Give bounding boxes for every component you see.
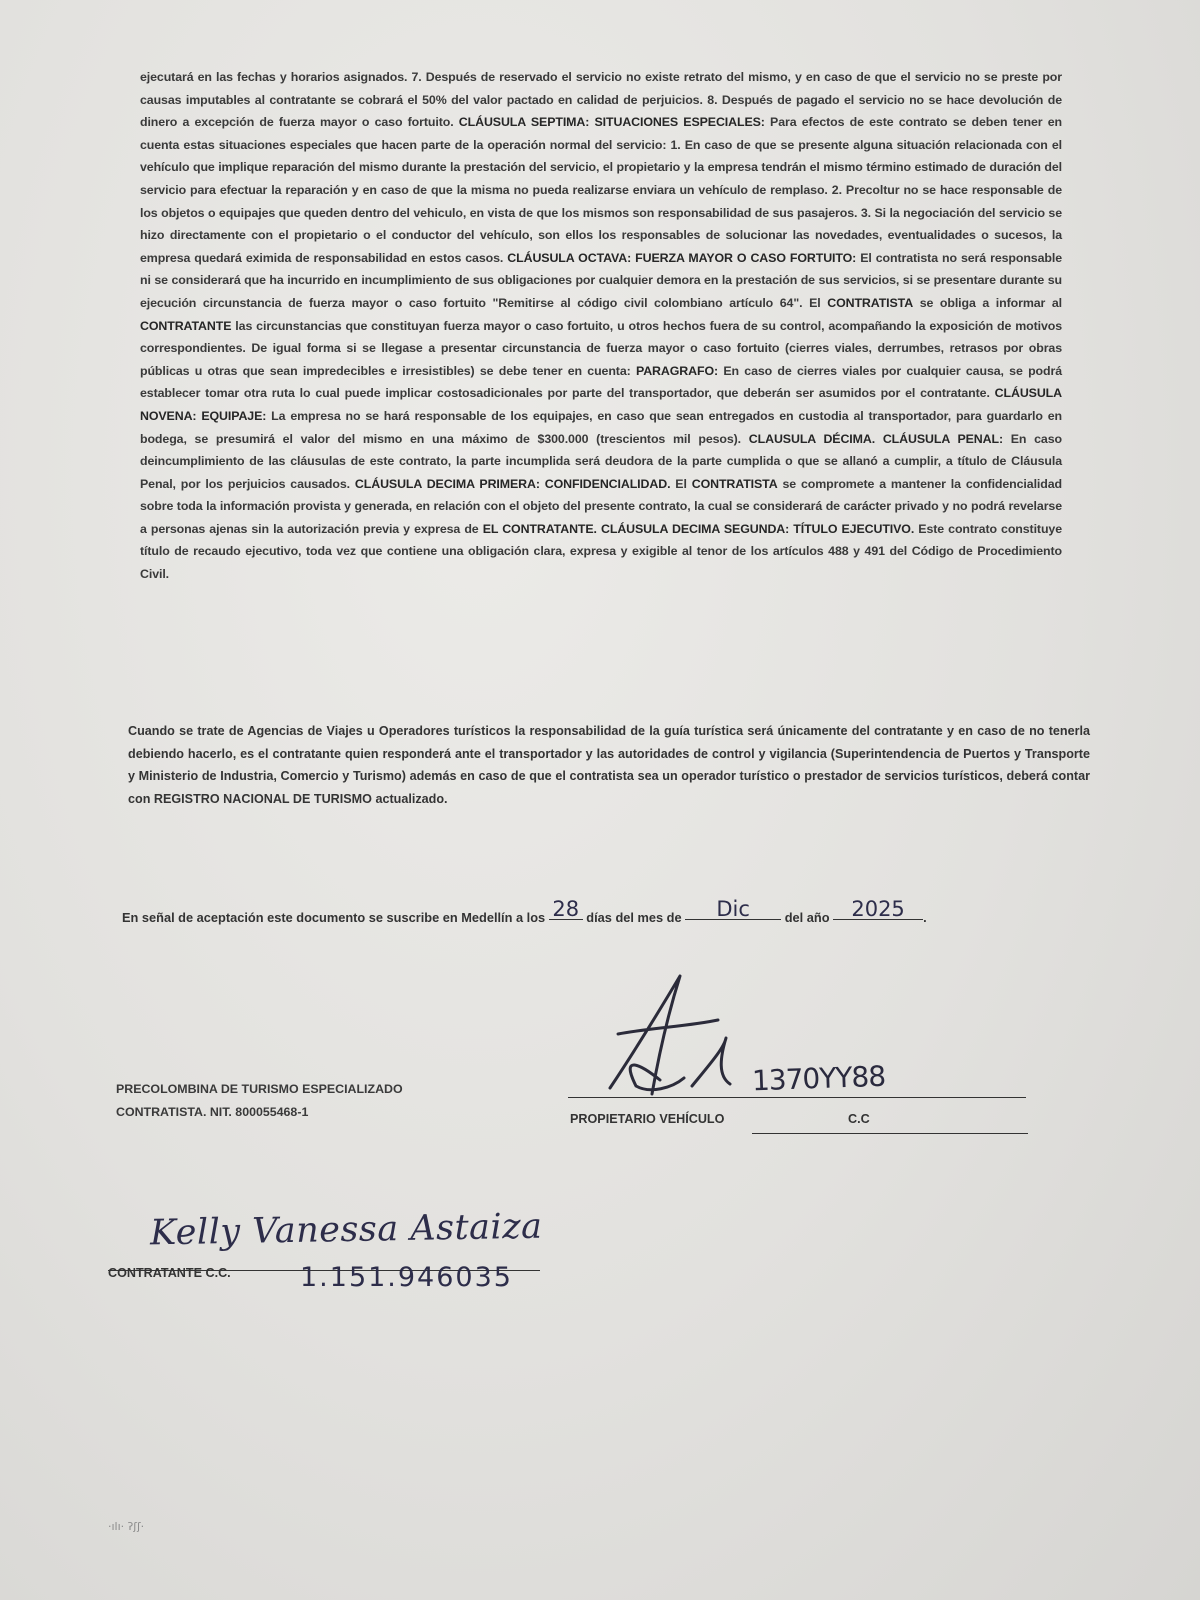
acceptance-end: . — [923, 910, 927, 925]
day-blank — [549, 897, 583, 921]
tourism-paragraph: Cuando se trate de Agencias de Viajes u Operadores turísticos la responsabilidad de la guía turística será únicamente del contratante y en caso de no tenerla debiendo hacerlo, es el contratante quien responderá ante el transportador y las autoridades de control y vigilancia (Superintendencia de Puertos y Transporte y Ministerio de Industria, Comercio y Turismo) además en caso de que el contratista sea un operador turístico o prestador de servicios turísticos, deberá contar con REGISTRO NACIONAL DE TURISMO actualizado. — [128, 724, 1090, 806]
year-value: 2025 — [851, 897, 905, 921]
day-value: 28 — [552, 897, 580, 921]
owner-label: PROPIETARIO VEHÍCULO — [570, 1112, 725, 1126]
owner-cc-line — [752, 1133, 1028, 1134]
acceptance-line — [122, 897, 1122, 925]
days-label: días del mes de — [586, 910, 682, 925]
year-blank — [833, 897, 923, 921]
contratante-cc-handwritten: 1.151.946035 — [300, 1262, 513, 1293]
owner-cc-label: C.C — [848, 1112, 870, 1126]
month-value: Dic — [716, 897, 750, 921]
contract-clauses: ejecutará en las fechas y horarios asignados. 7. Después de reservado el servicio no existe retrato del mismo, y en caso de que el servicio no se preste por causas imputables al contratante se cobrará el 50% del valor pactado en calidad de perjuicios. 8. Después de pagado el servicio no se hace devolución de dinero a excepción de fuerza mayor o caso fortuito. CLÁUSULA SEPTIMA: SITUACIONES ESPECIALES: Para efectos de este contrato se deben tener en cuenta estas situaciones especiales que hacen parte de la operación normal del servicio: 1. En caso de que se presente alguna situación relacionada con el vehículo que implique reparación del mismo durante la prestación del servicio, el propietario y la empresa tendrán el mismo término estimado de duración del servicio para efectuar la reparación y en caso de que la misma no pueda realizarse enviara un vehículo de remplaso. 2. Precoltur no se hace responsable de los objetos o equipajes que queden dentro del vehiculo, en vista de que los mismos son responsabilidad de sus pasajeros. 3. Si la negociación del servicio se hizo directamente con el propietario o el conductor del vehículo, son ellos los responsables de solucionar las novedades, eventualidades o sucesos, la empresa quedará eximida de responsabilidad en estos casos. CLÁUSULA OCTAVA: FUERZA MAYOR O CASO FORTUITO: El contratista no será responsable ni se considerará que ha incurrido en incumplimiento de sus obligaciones por cualquier demora en la prestación de sus servicios, si se presentare durante su ejecución circunstancia de fuerza mayor o caso fortuito "Remitirse al código civil colombiano artículo 64". El CONTRATISTA se obliga a informar al CONTRATANTE las circunstancias que constituyan fuerza mayor o caso fortuito, u otros hechos fuera de su control, acompañando la exposición de motivos correspondientes. De igual forma si se llegase a presentar circunstancia de fuerza mayor o caso fortuito (cierres viales, derrumbes, retrasos por obras públicas u otras que sean impredecibles e irresistibles) se debe tener en cuenta: PARAGRAFO: En caso de cierres viales por cualquier causa, se podrá establecer tomar otra ruta lo cual puede implicar costosadicionales por parte del transportador, que deberán ser asumidos por el contratante. CLÁUSULA NOVENA: EQUIPAJE: La empresa no se hará responsable de los equipajes, en caso que sean entregados en custodia al transportador, para guardarlo en bodega, se presumirá el valor del mismo en una máximo de $300.000 (trescientos mil pesos). CLAUSULA DÉCIMA. CLÁUSULA PENAL: En caso deincumplimiento de las cláusulas de este contrato, la parte incumplida será deudora de la parte cumplida o que se allanó a cumplir, a título de Cláusula Penal, por los perjuicios causados. CLÁUSULA DECIMA PRIMERA: CONFIDENCIALIDAD. El CONTRATISTA se compromete a mantener la confidencialidad sobre toda la información provista y generada, en relación con el objeto del presente contrato, la cual se considerará de carácter privado y no podrá revelarse a personas ajenas sin la autorización previa y expresa de EL CONTRATANTE. CLÁUSULA DECIMA SEGUNDA: TÍTULO EJECUTIVO. Este contrato constituye título de recaudo ejecutivo, toda vez que contiene una obligación clara, expresa y exigible al tenor de los artículos 488 y 491 del Código de Procedimiento Civil. — [140, 70, 1063, 582]
contratante-name-handwritten: Kelly Vanessa Astaiza — [149, 1206, 543, 1254]
owner-signature-line — [568, 1097, 1026, 1098]
contractor-company: PRECOLOMBINA DE TURISMO ESPECIALIZADO — [116, 1082, 403, 1096]
contractor-nit: CONTRATISTA. NIT. 800055468-1 — [116, 1105, 309, 1119]
contractor-block — [116, 1078, 496, 1124]
month-blank — [685, 897, 781, 921]
acceptance-prefix: En señal de aceptación este documento se suscribe en Medellín a los — [122, 910, 546, 925]
footer-mark: ·ılı· ʔʃʃ· — [108, 1520, 145, 1533]
contratante-label: CONTRATANTE C.C. — [108, 1266, 231, 1280]
owner-signature — [600, 968, 760, 1098]
owner-cc-handwritten: 1370YY88 — [751, 1059, 886, 1098]
year-label: del año — [784, 910, 830, 925]
